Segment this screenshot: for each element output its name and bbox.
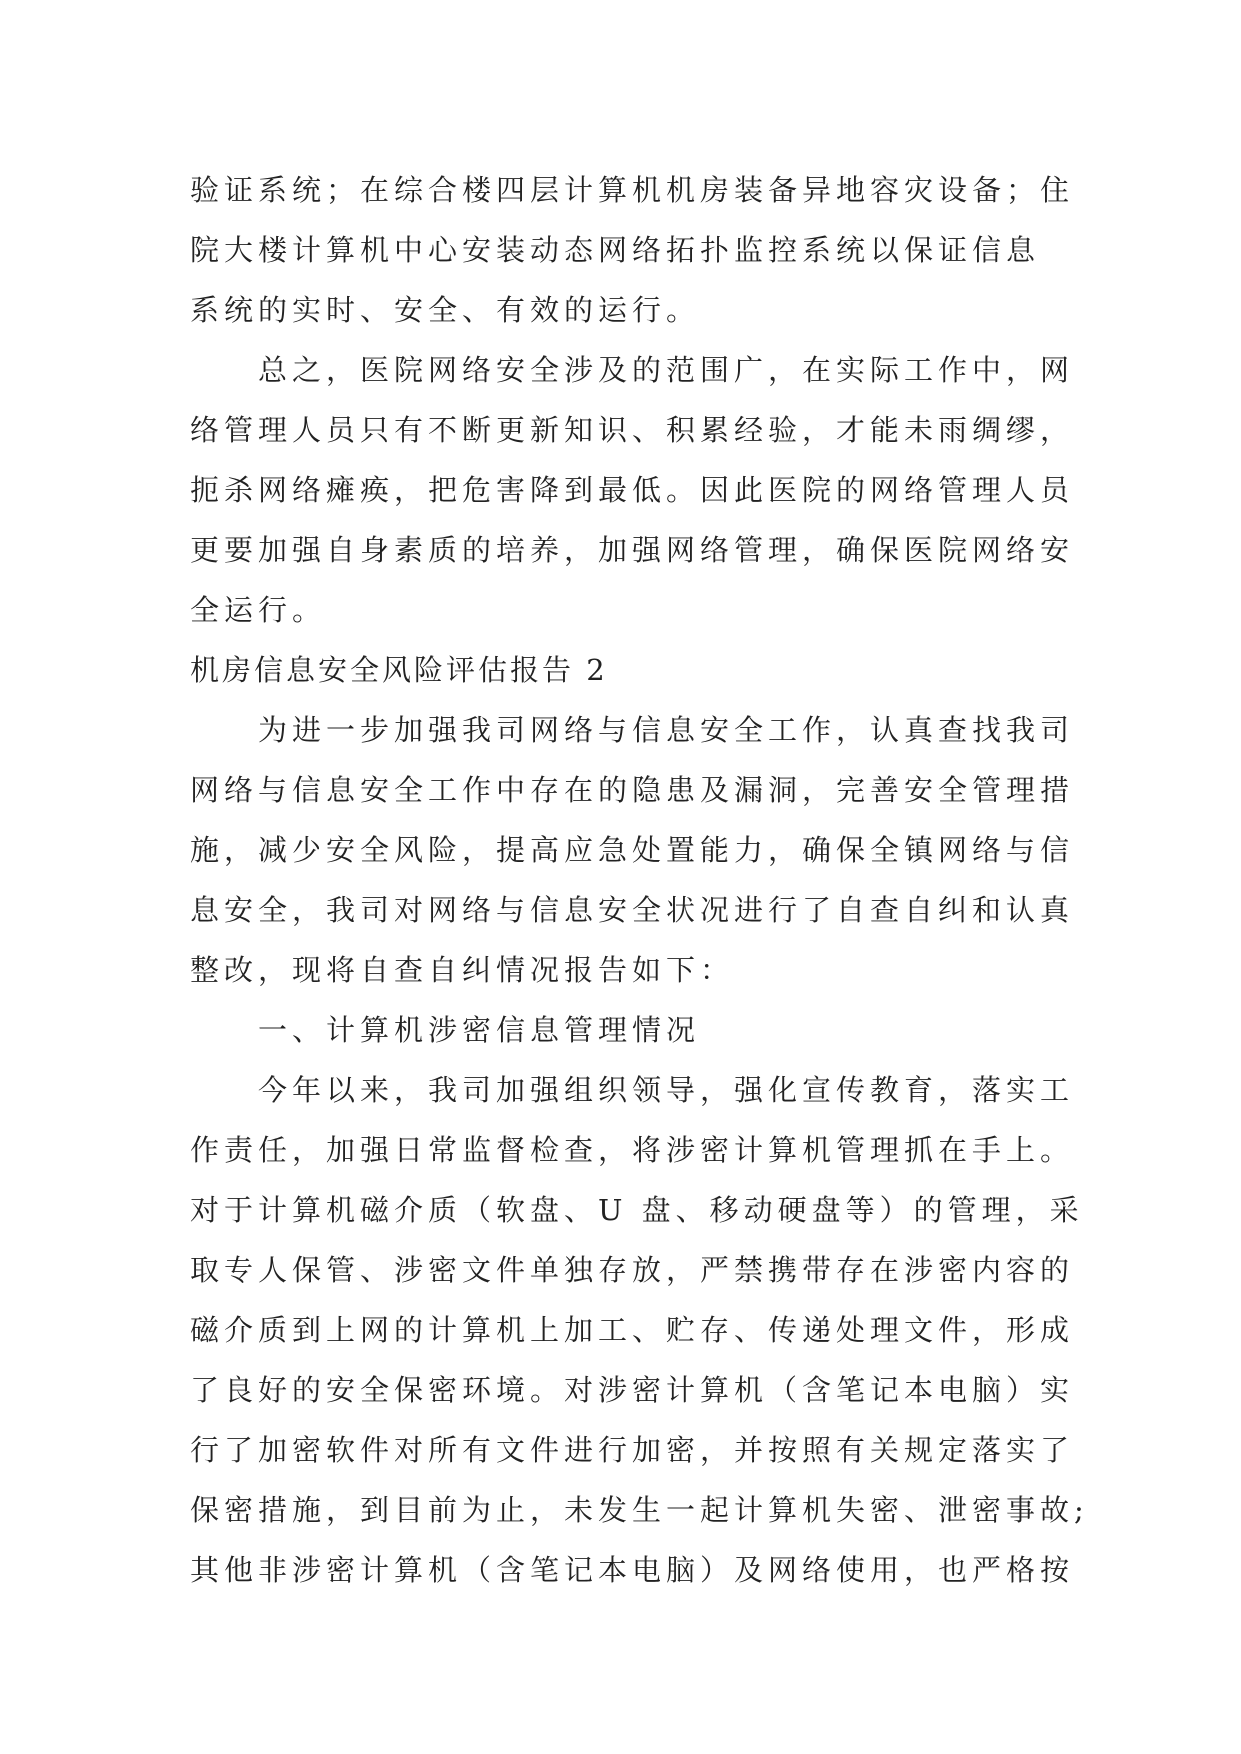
text-line: 网络与信息安全工作中存在的隐患及漏洞，完善安全管理措 (190, 773, 1075, 807)
text-line: 整改，现将自查自纠情况报告如下： (190, 953, 735, 987)
text-line: 息安全，我司对网络与信息安全状况进行了自查自纠和认真 (190, 893, 1075, 927)
text-line: 作责任，加强日常监督检查，将涉密计算机管理抓在手上。 (190, 1133, 1075, 1167)
subheading-paragraph (190, 1000, 1070, 1060)
text-line: 行了加密软件对所有文件进行加密，并按照有关规定落实了 (190, 1433, 1075, 1467)
text-line: 为进一步加强我司网络与信息安全工作，认真查找我司 (258, 713, 1075, 747)
text-line: 总之，医院网络安全涉及的范围广，在实际工作中，网 (258, 353, 1075, 387)
text-line: 今年以来，我司加强组织领导，强化宣传教育，落实工 (258, 1073, 1075, 1107)
paragraph-summary (190, 340, 1075, 640)
subheading-classified-info: 一、计算机涉密信息管理情况 (258, 1013, 701, 1047)
paragraph-intro (190, 700, 1075, 1000)
text-line: 扼杀网络瘫痪，把危害降到最低。因此医院的网络管理人员 (190, 473, 1075, 507)
section-heading (190, 640, 1070, 700)
text-line: 络管理人员只有不断更新知识、积累经验，才能未雨绸缪， (190, 413, 1075, 447)
text-line: 了良好的安全保密环境。对涉密计算机（含笔记本电脑）实 (190, 1373, 1075, 1407)
text-line: 保密措施，到目前为止，未发生一起计算机失密、泄密事故; (190, 1493, 1089, 1527)
text-line: 其他非涉密计算机（含笔记本电脑）及网络使用，也严格按 (190, 1553, 1075, 1587)
text-line: 磁介质到上网的计算机上加工、贮存、传递处理文件，形成 (190, 1313, 1075, 1347)
text-line: 院大楼计算机中心安装动态网络拓扑监控系统以保证信息 (190, 233, 1041, 267)
text-line: 对于计算机磁介质（软盘、U 盘、移动硬盘等）的管理，采 (190, 1193, 1084, 1227)
text-line: 更要加强自身素质的培养，加强网络管理，确保医院网络安 (190, 533, 1075, 567)
text-line: 验证系统；在综合楼四层计算机机房装备异地容灾设备；住 (190, 173, 1075, 207)
text-line: 施，减少安全风险，提高应急处置能力，确保全镇网络与信 (190, 833, 1075, 867)
text-line: 取专人保管、涉密文件单独存放，严禁携带存在涉密内容的 (190, 1253, 1075, 1287)
paragraph-classified-management (190, 1060, 1089, 1600)
text-line: 系统的实时、安全、有效的运行。 (190, 293, 701, 327)
paragraph-disaster-recovery (190, 160, 1075, 340)
report-title: 机房信息安全风险评估报告 2 (190, 653, 608, 687)
document-body (190, 160, 1089, 1600)
text-line: 全运行。 (190, 593, 327, 627)
